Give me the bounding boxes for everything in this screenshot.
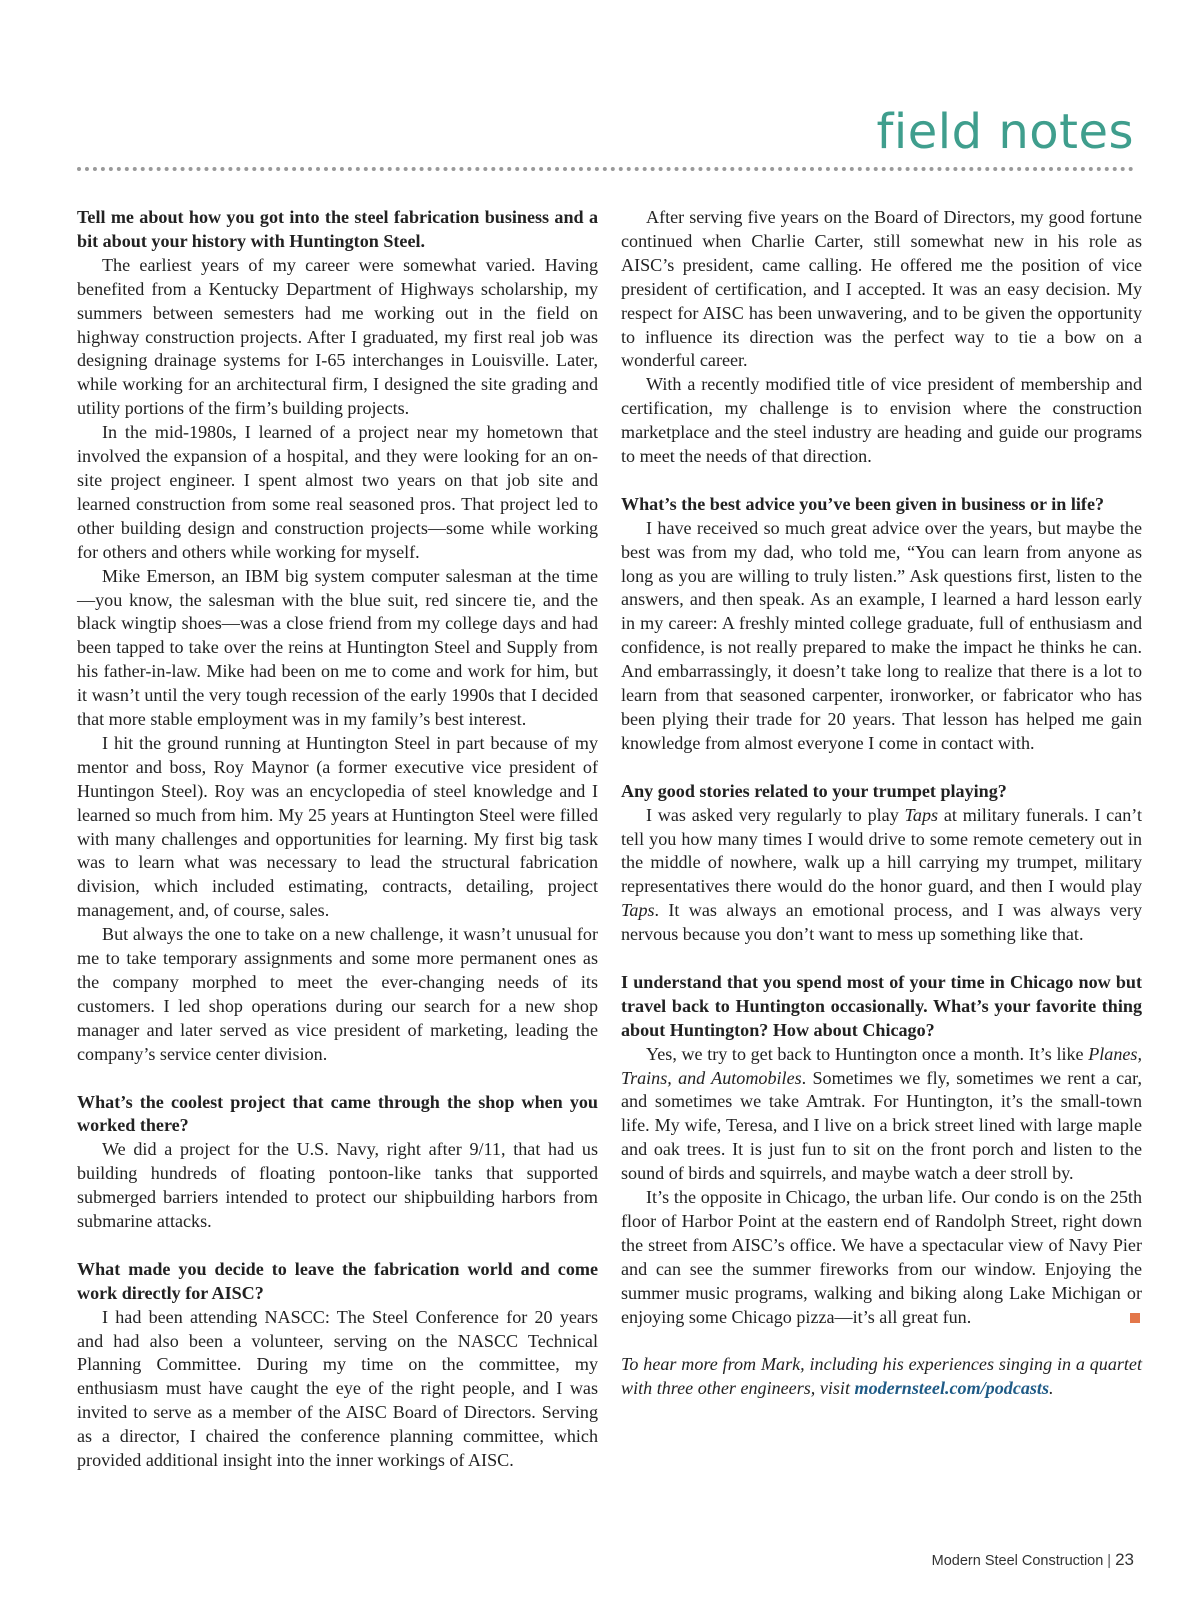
answer-paragraph: But always the one to take on a new challenge, it wasn’t unusual for me to take temporary assignments and some more permanent ones as the company morphed to meet the ever-changing needs of its customers. I led shop operations during our search for a new shop manager and later served as vice president of marketing, leading the company’s service center division. [77, 924, 598, 1064]
question-heading: I understand that you spend most of your time in Chicago now but travel back to Huntington occasionally. What’s your favorite thing about Huntington? How about Chicago? [621, 971, 1142, 1040]
right-column [621, 206, 1142, 1401]
answer-paragraph: Yes, we try to get back to Huntington once a month. It’s like Planes, Trains, and Automobiles. Sometimes we fly, sometimes we rent a car, and sometimes we take Amtrak. For Huntington, it’s the small-town life. My wife, Teresa, and I live on a brick street lined with large maple and oak trees. It is just fun to sit on the front porch and listen to the sound of birds and squirrels, and maybe watch a deer stroll by. [621, 1043, 1142, 1184]
left-column [77, 206, 598, 1473]
answer-paragraph: I hit the ground running at Huntington Steel in part because of my mentor and boss, Roy Maynor (a former executive vice president of Huntingon Steel). Roy was an encyclopedia of steel knowledge and I learned so much from him. My 25 years at Huntington Steel were filled with many challenges and opportunities for learning. My first big task was to learn what was necessary to lead the structural fabrication division, which included estimating, contracts, detailing, project management, and, of course, sales. [77, 732, 598, 921]
question-heading: What’s the best advice you’ve been given in business or in life? [621, 493, 1105, 514]
publication-name: Modern Steel Construction [931, 1553, 1104, 1569]
question-heading: Any good stories related to your trumpet playing? [621, 780, 1007, 801]
dotted-divider [77, 167, 1134, 171]
answer-paragraph: After serving five years on the Board of Directors, my good fortune continued when Charlie Carter, still somewhat new in his role as AISC’s president, came calling. He offered me the position of vice president of certification, and I accepted. It was an easy decision. My respect for AISC has been unwavering, and to be given the opportunity to influence its direction was the perfect way to tie a bow on a wonderful career. [621, 207, 1142, 371]
page-number: 23 [1115, 1550, 1134, 1569]
answer-paragraph: The earliest years of my career were somewhat varied. Having benefited from a Kentucky Department of Highways scholarship, my summers between semesters had me working out in the field on highway construction projects. After I graduated, my first real job was designing drainage systems for I-65 interchanges in Louisville. Later, while working for an architectural firm, I designed the site grading and utility portions of the firm’s building projects. [77, 254, 598, 419]
answer-paragraph: We did a project for the U.S. Navy, right after 9/11, that had us building hundreds of floating pontoon-like tanks that supported submerged barriers intended to protect our shipbuilding harbors from submarine attacks. [77, 1139, 598, 1232]
question-heading: What made you decide to leave the fabrication world and come work directly for AISC? [77, 1258, 598, 1303]
film-title: Planes, Trains, and Automobiles [621, 1043, 1142, 1088]
page-footer [932, 1550, 1134, 1570]
answer-paragraph: In the mid-1980s, I learned of a project near my hometown that involved the expansion of a hospital, and they were looking for an on-site project engineer. I spent almost two years on that job site and learned construction from some real seasoned pros. That project led to other building design and construction projects—some while working for others and others while working for myself. [77, 422, 598, 562]
answer-paragraph: I have received so much great advice over the years, but maybe the best was from my dad, who told me, “You can learn from anyone as long as you are willing to truly listen.” Ask questions first, listen to the answers, and then speak. As an example, I learned a hard lesson early in my career: A freshly minted college graduate, full of enthusiasm and confidence, is not really prepared to make the impact he thinks he can. And embarrassingly, it doesn’t take long to realize that there is a lot to learn from that seasoned carpenter, ironworker, or fabricator who has been plying their trade for 20 years. That lesson has helped me gain knowledge from almost everyone I come in contact with. [621, 517, 1142, 753]
podcast-link[interactable]: modernsteel.com/podcasts [854, 1378, 1050, 1399]
section-title: field notes [876, 104, 1134, 160]
footer-separator: | [1107, 1553, 1112, 1569]
podcast-promo: To hear more from Mark, including his experiences singing in a quartet with three other engineers, visit modernsteel.com/podcasts. [621, 1354, 1142, 1399]
answer-paragraph: I had been attending NASCC: The Steel Conference for 20 years and had also been a volunteer, serving on the NASCC Technical Planning Committee. During my time on the committee, my enthusiasm must have caught the eye of the right people, and I was invited to serve as a member of the AISC Board of Directors. Serving as a director, I chaired the conference planning committee, which provided additional insight into the inner workings of AISC. [77, 1306, 598, 1471]
end-of-article-icon [1130, 1313, 1140, 1323]
answer-paragraph: I was asked very regularly to play Taps at military funerals. I can’t tell you how many times I would drive to some remote cemetery out in the middle of nowhere, walk up a hill carrying my trumpet, military representatives there would do the honor guard, and then I would play Taps. It was always an emotional process, and I was always very nervous because you don’t want to mess up something like that. [621, 804, 1142, 945]
answer-paragraph: With a recently modified title of vice president of membership and certification, my challenge is to envision where the construction marketplace and the steel industry are heading and guide our programs to meet the needs of that direction. [621, 374, 1142, 467]
question-heading: What’s the coolest project that came through the shop when you worked there? [77, 1091, 598, 1136]
answer-paragraph: Mike Emerson, an IBM big system computer salesman at the time—you know, the salesman with the blue suit, red sincere tie, and the black wingtip shoes—was a close friend from my college days and had been tapped to take over the reins at Huntington Steel and Supply from his father-in-law. Mike had been on me to come and work for him, but it wasn’t until the very tough recession of the early 1990s that I decided that more stable employment was in my family’s best interest. [77, 565, 598, 730]
answer-paragraph: It’s the opposite in Chicago, the urban life. Our condo is on the 25th floor of Harbor Point at the eastern end of Randolph Street, right down the street from AISC’s office. We have a spectacular view of Navy Pier and can see the summer fireworks from our window. Enjoying the summer music programs, walking and biking along Lake Michigan or enjoying some Chicago pizza—it’s all great fun. [621, 1187, 1142, 1327]
taps-title: Taps [904, 804, 939, 825]
question-heading: Tell me about how you got into the steel fabrication business and a bit about your history with Huntington Steel. [77, 207, 598, 251]
taps-title: Taps [621, 900, 655, 921]
